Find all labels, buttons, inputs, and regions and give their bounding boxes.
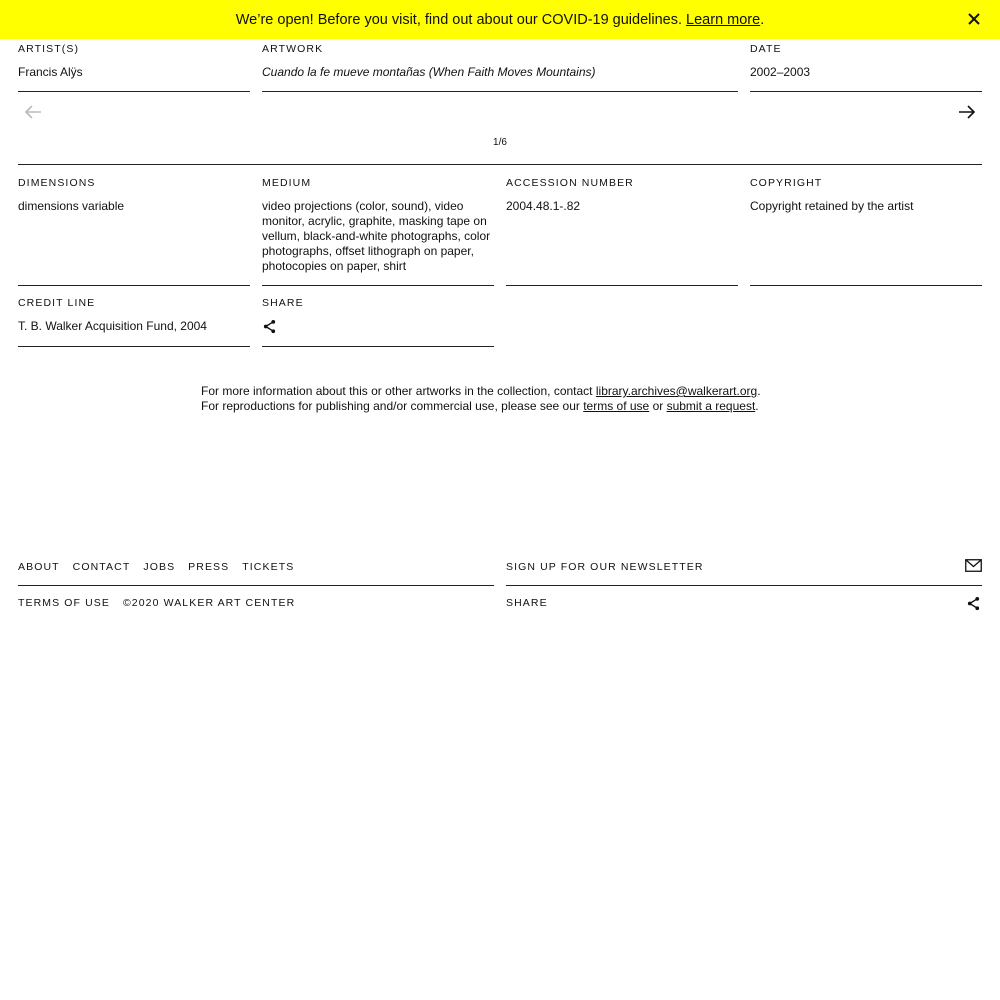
copyright-label: COPYRIGHT — [750, 177, 823, 189]
footer-link-jobs[interactable]: JOBS — [143, 561, 176, 573]
footer-copyright: ©2020 WALKER ART CENTER — [122, 597, 296, 609]
mail-icon[interactable] — [965, 559, 982, 572]
accession-field — [506, 177, 738, 214]
artist-field — [18, 43, 250, 80]
footer-nav — [18, 561, 294, 573]
artwork-title: Cuando la fe mueve montañas (When Faith Moves Mountains) — [262, 65, 596, 79]
banner-trailing: . — [760, 11, 765, 28]
footer-bottom — [18, 597, 295, 609]
dimensions-label: DIMENSIONS — [18, 177, 96, 189]
footer-link-press[interactable]: PRESS — [188, 561, 230, 573]
dimensions-value: dimensions variable — [18, 199, 125, 213]
gallery-counter: 1/6 — [493, 137, 507, 148]
medium-label: MEDIUM — [262, 177, 312, 189]
share-icon[interactable] — [966, 596, 981, 611]
date-value: 2002–2003 — [750, 65, 811, 79]
credit-line-label: CREDIT LINE — [18, 297, 96, 309]
divider — [18, 91, 250, 92]
artwork-field — [262, 43, 738, 80]
credit-line-value: T. B. Walker Acquisition Fund, 2004 — [18, 319, 207, 333]
share-icon[interactable] — [262, 319, 277, 334]
copyright-value: Copyright retained by the artist — [750, 199, 914, 213]
banner-message: We’re open! Before you visit, find out about our COVID-19 guidelines. — [235, 11, 683, 28]
divider — [262, 91, 738, 92]
footer-link-about[interactable]: ABOUT — [18, 561, 60, 573]
divider — [18, 285, 250, 286]
date-field — [750, 43, 982, 80]
credit-line-field — [18, 297, 250, 334]
artwork-label: ARTWORK — [262, 43, 324, 55]
info-text: or — [649, 399, 667, 413]
divider — [262, 346, 494, 347]
divider — [506, 285, 738, 286]
footer-link-contact[interactable]: CONTACT — [72, 561, 131, 573]
email-link[interactable]: library.archives@walkerart.org — [595, 384, 758, 398]
terms-of-use-link[interactable]: terms of use — [583, 399, 650, 413]
copyright-field — [750, 177, 982, 214]
info-text: For more information about this or other artworks in the collection, contact — [201, 384, 596, 398]
covid-banner — [0, 0, 1000, 39]
divider — [506, 585, 982, 586]
footer-terms-link[interactable]: TERMS OF USE — [18, 597, 110, 609]
submit-request-link[interactable]: submit a request — [666, 399, 756, 413]
divider — [750, 91, 982, 92]
accession-label: ACCESSION NUMBER — [506, 177, 634, 189]
collection-info — [201, 384, 761, 414]
footer-share-label[interactable]: SHARE — [506, 597, 548, 609]
medium-field — [262, 177, 496, 274]
artist-label: ARTIST(S) — [18, 43, 80, 55]
accession-value: 2004.48.1-.82 — [506, 199, 581, 213]
arrow-right-icon[interactable] — [957, 104, 977, 120]
date-label: DATE — [750, 43, 782, 55]
divider — [18, 164, 982, 165]
divider — [750, 285, 982, 286]
share-field — [262, 297, 494, 339]
divider — [18, 346, 250, 347]
medium-value: video projections (color, sound), video monitor, acrylic, graphite, masking tape on vellum, black-and-white photographs, color photographs, offset lithograph on paper, photocopies on paper, shirt — [262, 199, 491, 273]
divider — [18, 585, 494, 586]
newsletter-signup-link[interactable]: SIGN UP FOR OUR NEWSLETTER — [506, 561, 704, 573]
footer-link-tickets[interactable]: TICKETS — [242, 561, 295, 573]
artist-value[interactable]: Francis Alÿs — [18, 65, 83, 79]
divider — [262, 285, 494, 286]
dimensions-field — [18, 177, 250, 214]
learn-more-link[interactable]: Learn more — [686, 11, 761, 28]
arrow-left-icon[interactable] — [23, 104, 43, 120]
info-text: . For reproductions for publishing and/or commercial use, please see our — [201, 384, 761, 413]
info-text: . — [755, 399, 759, 413]
close-icon[interactable] — [966, 11, 982, 27]
share-label: SHARE — [262, 297, 304, 309]
